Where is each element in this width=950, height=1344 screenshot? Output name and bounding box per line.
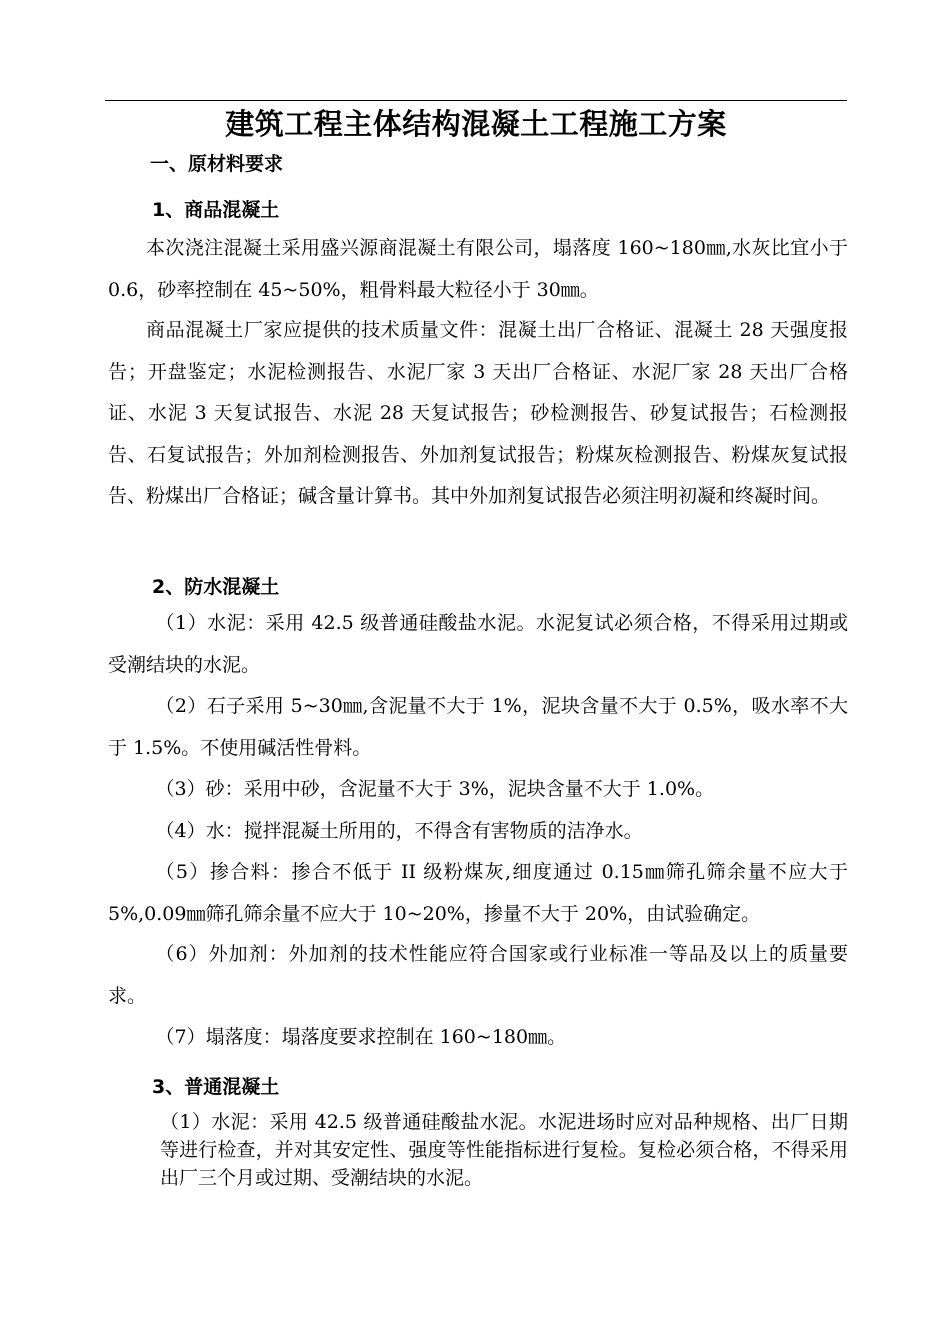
subsection-heading-commercial-concrete: 1、商品混凝土 [152, 199, 280, 221]
header-rule [105, 100, 847, 101]
section-heading-raw-materials: 一、原材料要求 [150, 153, 284, 175]
list-item-additive: （6）外加剂：外加剂的技术性能应符合国家或行业标准一等品及以上的质量要求。 [108, 943, 848, 1007]
list-item-cement: （1）水泥：采用 42.5 级普通硅酸盐水泥。水泥复试必须合格，不得采用过期或受潮结块的水泥。 [108, 612, 848, 676]
paragraph-commercial-concrete-spec: 本次浇注混凝土采用盛兴源商混凝土有限公司，塌落度 160~180㎜,水灰比宜小于 0.6，砂率控制在 45~50%，粗骨料最大粒径小于 30㎜。 [108, 237, 848, 301]
list-item-sand: （3）砂：采用中砂，含泥量不大于 3%，泥块含量不大于 1.0%。 [155, 778, 715, 800]
list-item-ordinary-cement: （1）水泥：采用 42.5 级普通硅酸盐水泥。水泥进场时应对品种规格、出厂日期等进行检查，并对其安定性、强度等性能指标进行复检。复检必须合格，不得采用出厂三个月或过期、受潮结块的水泥。 [160, 1111, 848, 1189]
document-title: 建筑工程主体结构混凝土工程施工方案 [225, 107, 727, 141]
subsection-heading-waterproof-concrete: 2、防水混凝土 [152, 576, 280, 598]
list-item-admixture-material: （5）掺合料：掺合不低于 II 级粉煤灰,细度通过 0.15㎜筛孔筛余量不应大于 5%,0.09㎜筛孔筛余量不应大于 10~20%，掺量不大于 20%，由试验确定。 [108, 861, 848, 925]
subsection-heading-ordinary-concrete: 3、普通混凝土 [152, 1076, 280, 1098]
paragraph-quality-documents: 商品混凝土厂家应提供的技术质量文件：混凝土出厂合格证、混凝土 28 天强度报告；开盘鉴定；水泥检测报告、水泥厂家 3 天出厂合格证、水泥厂家 28 天出厂合格证、水泥 3 天复试报告、水泥 28 天复试报告；砂检测报告、砂复试报告；石检测报告、石复试报告；外加剂检测报告、外加剂复试报告；粉煤灰检测报告、粉煤灰复试报告、粉煤出厂合格证；碱含量计算书。其中外加剂复试报告必须注明初凝和终凝时间。 [108, 319, 848, 507]
list-item-aggregate: （2）石子采用 5~30㎜,含泥量不大于 1%，泥块含量不大于 0.5%，吸水率不大于 1.5%。不使用碱活性骨料。 [108, 695, 848, 759]
list-item-water: （4）水：搅拌混凝土所用的，不得含有害物质的洁净水。 [155, 820, 643, 842]
list-item-slump: （7）塌落度：塌落度要求控制在 160~180㎜。 [155, 1026, 567, 1048]
